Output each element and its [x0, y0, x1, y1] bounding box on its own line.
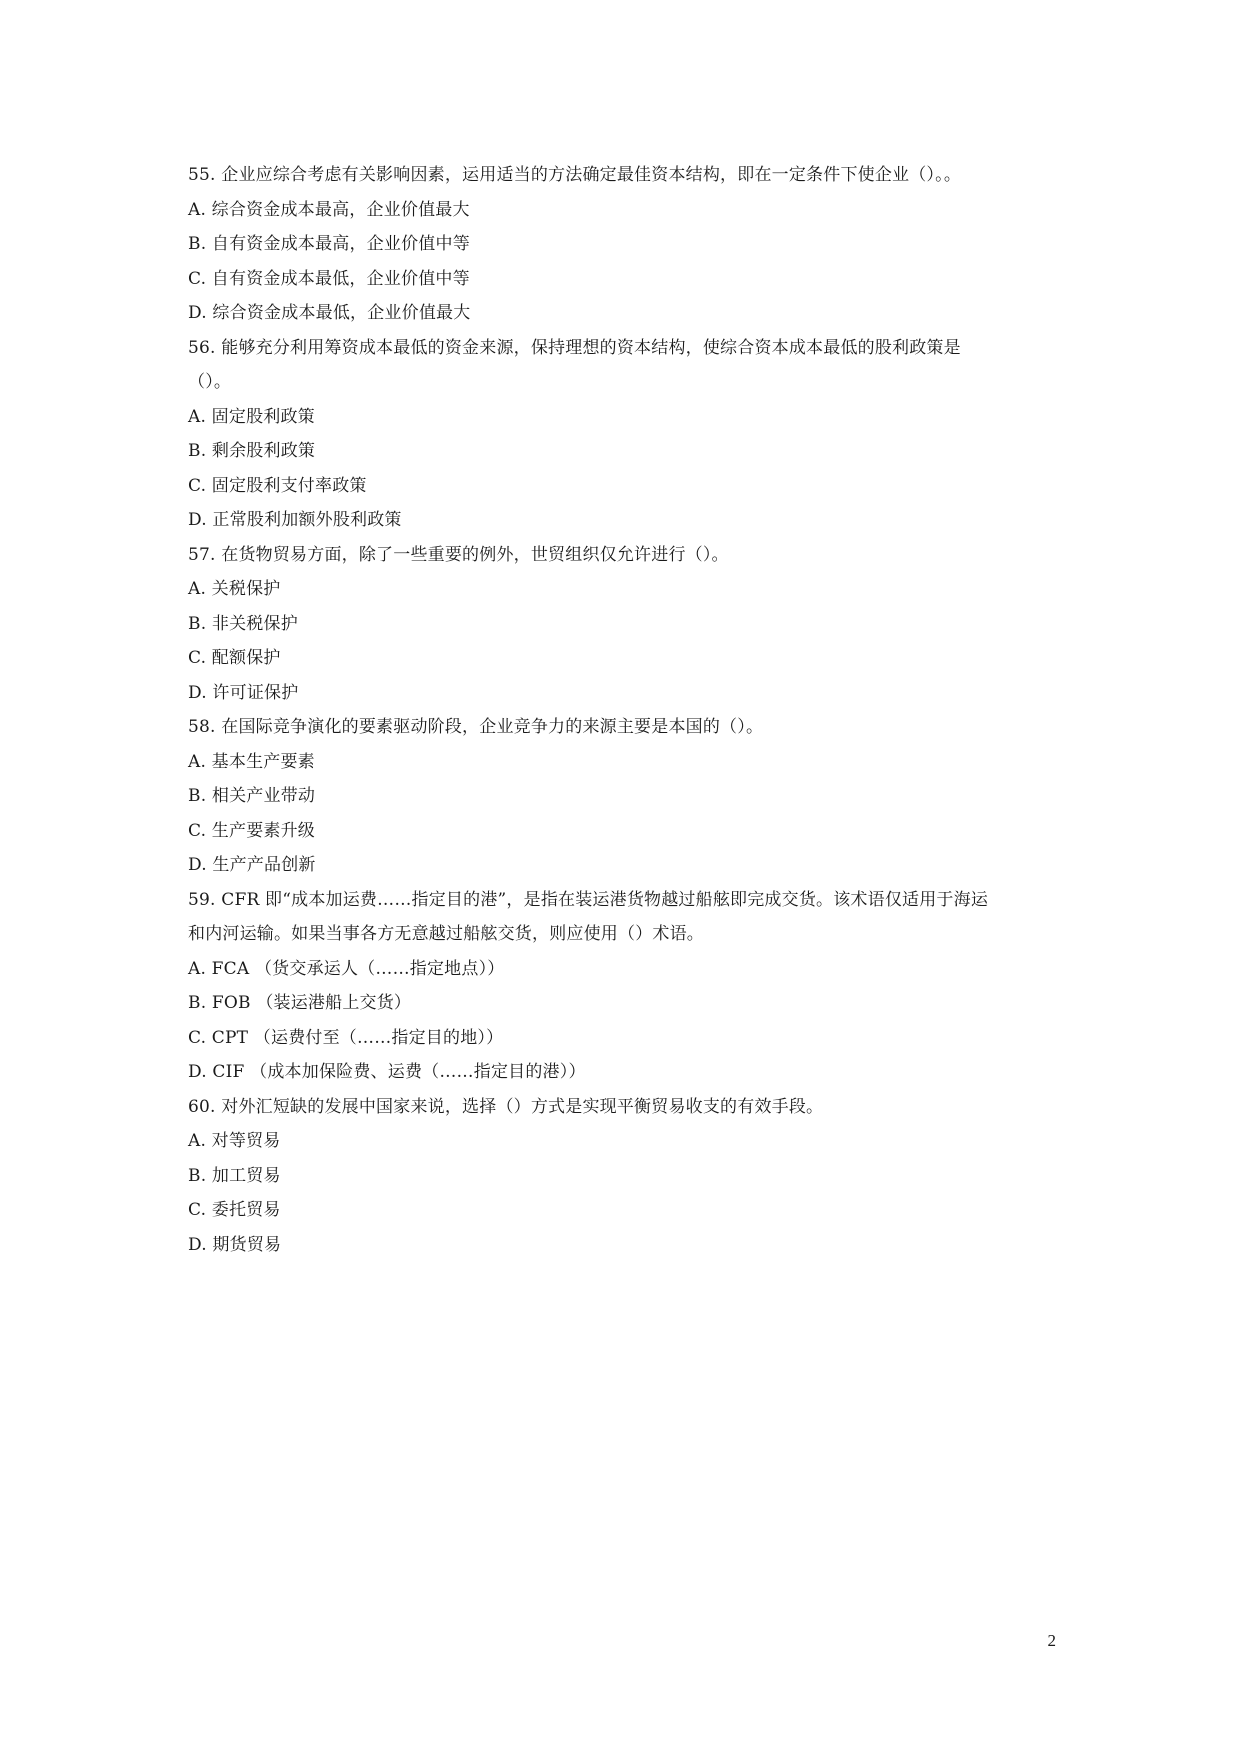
option-d: D. 综合资金成本最低，企业价值最大	[188, 303, 471, 323]
option-a: A. 关税保护	[188, 579, 281, 599]
option-a: A. 对等贸易	[188, 1131, 281, 1151]
option-c: C. 配额保护	[188, 648, 281, 668]
option-b: B. 相关产业带动	[188, 786, 316, 806]
question-stem: 60. 对外汇短缺的发展中国家来说，选择（）方式是实现平衡贸易收支的有效手段。	[188, 1096, 824, 1117]
question-58	[188, 710, 1068, 883]
option-a: A. 基本生产要素	[188, 751, 315, 772]
option-b: B. FOB （装运港船上交货）	[188, 993, 412, 1013]
question-stem: 59. CFR 即“成本加运费……指定目的港”，是指在装运港货物越过船舷即完成交货。该术语仅适用于海运	[188, 889, 989, 910]
question-56	[188, 331, 1068, 538]
question-59	[188, 883, 1068, 1090]
option-d: D. 正常股利加额外股利政策	[188, 510, 402, 530]
option-a: A. 综合资金成本最高，企业价值最大	[188, 199, 470, 220]
question-stem: 58. 在国际竞争演化的要素驱动阶段，企业竞争力的来源主要是本国的（）。	[188, 717, 764, 737]
option-a: A. 固定股利政策	[188, 406, 315, 427]
option-d: D. 生产产品创新	[188, 855, 316, 875]
option-b: B. 加工贸易	[188, 1165, 281, 1186]
option-d: D. CIF （成本加保险费、运费（……指定目的港））	[188, 1062, 586, 1082]
option-b: B. 自有资金成本最高，企业价值中等	[188, 234, 470, 254]
question-stem: 55. 企业应综合考虑有关影响因素，运用适当的方法确定最佳资本结构，即在一定条件下使企业（）。。	[188, 165, 962, 185]
question-55	[188, 158, 1068, 331]
option-c: C. CPT （运费付至（……指定目的地））	[188, 1027, 504, 1048]
option-d: D. 许可证保护	[188, 682, 299, 703]
question-list	[188, 158, 1068, 1262]
option-c: C. 自有资金成本最低，企业价值中等	[188, 268, 470, 289]
option-b: B. 非关税保护	[188, 613, 298, 634]
page-number: 2	[1047, 1631, 1056, 1650]
option-c: C. 委托贸易	[188, 1200, 281, 1220]
option-c: C. 固定股利支付率政策	[188, 475, 367, 496]
question-stem: 57. 在货物贸易方面，除了一些重要的例外，世贸组织仅允许进行（）。	[188, 544, 729, 565]
question-60	[188, 1090, 1068, 1263]
option-a: A. FCA （货交承运人（……指定地点））	[188, 958, 505, 979]
question-stem: 56. 能够充分利用筹资成本最低的资金来源，保持理想的资本结构，使综合资本成本最低的股利政策是	[188, 337, 961, 358]
question-stem-continued: 和内河运输。如果当事各方无意越过船舷交货，则应使用（）术语。	[188, 924, 704, 944]
question-stem-continued: （）。	[188, 372, 232, 392]
option-c: C. 生产要素升级	[188, 820, 316, 841]
question-57	[188, 538, 1068, 711]
option-b: B. 剩余股利政策	[188, 441, 316, 461]
option-d: D. 期货贸易	[188, 1234, 282, 1255]
